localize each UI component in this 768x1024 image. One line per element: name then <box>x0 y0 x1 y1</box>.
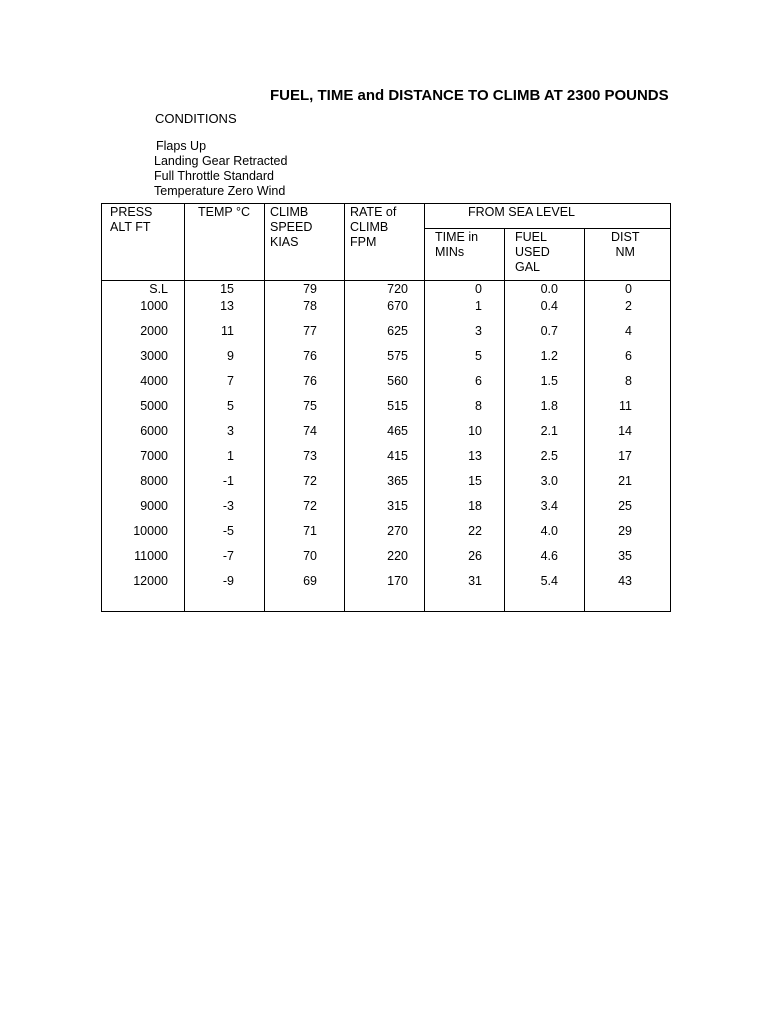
cell-press-alt: 7000 <box>140 449 168 463</box>
cell-temp: 9 <box>227 349 234 363</box>
cell-rate-of-climb: 415 <box>387 449 408 463</box>
header-rate-of-climb: RATE of CLIMB FPM <box>350 205 397 249</box>
header-press-alt: PRESS ALT FT <box>110 205 153 234</box>
cell-time: 8 <box>475 399 482 413</box>
cell-dist: 8 <box>625 374 632 388</box>
table-row <box>102 549 670 567</box>
cell-climb-speed: 72 <box>303 499 317 513</box>
table-row <box>102 474 670 492</box>
cell-rate-of-climb: 515 <box>387 399 408 413</box>
header-climb-speed: CLIMB SPEED KIAS <box>270 205 313 249</box>
cell-dist: 21 <box>618 474 632 488</box>
cell-temp: 3 <box>227 424 234 438</box>
cell-rate-of-climb: 170 <box>387 574 408 588</box>
cell-fuel-used: 0.4 <box>540 299 558 313</box>
climb-table <box>101 203 671 612</box>
cell-fuel-used: 1.2 <box>540 349 558 363</box>
cell-dist: 25 <box>618 499 632 513</box>
cell-temp: -7 <box>222 549 234 563</box>
cell-press-alt: 9000 <box>140 499 168 513</box>
cell-dist: 35 <box>618 549 632 563</box>
cell-rate-of-climb: 315 <box>387 499 408 513</box>
cell-climb-speed: 74 <box>303 424 317 438</box>
table-row <box>102 399 670 417</box>
table-row <box>102 282 670 300</box>
cell-time: 31 <box>468 574 482 588</box>
table-row <box>102 499 670 517</box>
cell-climb-speed: 79 <box>303 282 317 296</box>
cell-rate-of-climb: 670 <box>387 299 408 313</box>
cell-time: 13 <box>468 449 482 463</box>
cell-climb-speed: 71 <box>303 524 317 538</box>
condition-item: Landing Gear Retracted <box>154 154 288 168</box>
cell-fuel-used: 5.4 <box>540 574 558 588</box>
cell-temp: -3 <box>222 499 234 513</box>
cell-dist: 0 <box>625 282 632 296</box>
condition-item: Full Throttle Standard <box>154 169 274 183</box>
cell-dist: 6 <box>625 349 632 363</box>
cell-time: 0 <box>475 282 482 296</box>
cell-climb-speed: 76 <box>303 374 317 388</box>
cell-rate-of-climb: 220 <box>387 549 408 563</box>
cell-climb-speed: 75 <box>303 399 317 413</box>
cell-fuel-used: 1.5 <box>540 374 558 388</box>
cell-press-alt: 3000 <box>140 349 168 363</box>
cell-temp: 5 <box>227 399 234 413</box>
table-row <box>102 574 670 592</box>
cell-rate-of-climb: 560 <box>387 374 408 388</box>
cell-temp: 11 <box>221 324 234 338</box>
row-divider <box>102 280 670 281</box>
cell-climb-speed: 70 <box>303 549 317 563</box>
cell-press-alt: 10000 <box>133 524 168 538</box>
cell-temp: -9 <box>222 574 234 588</box>
page-title: FUEL, TIME and DISTANCE TO CLIMB AT 2300 POUNDS <box>270 87 669 104</box>
cell-time: 10 <box>468 424 482 438</box>
cell-time: 26 <box>468 549 482 563</box>
cell-climb-speed: 76 <box>303 349 317 363</box>
condition-item: Temperature Zero Wind <box>154 184 286 198</box>
cell-climb-speed: 73 <box>303 449 317 463</box>
cell-fuel-used: 2.5 <box>540 449 558 463</box>
cell-rate-of-climb: 365 <box>387 474 408 488</box>
cell-time: 15 <box>468 474 482 488</box>
cell-temp: 1 <box>227 449 234 463</box>
cell-rate-of-climb: 625 <box>387 324 408 338</box>
cell-rate-of-climb: 575 <box>387 349 408 363</box>
cell-temp: -1 <box>222 474 234 488</box>
header-time: TIME in MINs <box>435 230 479 259</box>
cell-time: 3 <box>475 324 482 338</box>
cell-fuel-used: 2.1 <box>540 424 558 438</box>
cell-dist: 14 <box>618 424 632 438</box>
cell-press-alt: 8000 <box>140 474 168 488</box>
cell-fuel-used: 4.0 <box>540 524 558 538</box>
row-divider <box>424 228 670 229</box>
cell-temp: 13 <box>220 299 234 313</box>
cell-rate-of-climb: 720 <box>387 282 408 296</box>
cell-fuel-used: 0.7 <box>540 324 558 338</box>
table-row <box>102 324 670 342</box>
cell-time: 1 <box>475 299 482 313</box>
header-fuel: FUEL USED GAL <box>515 230 550 274</box>
cell-temp: -5 <box>222 524 234 538</box>
cell-fuel-used: 4.6 <box>540 549 558 563</box>
cell-press-alt: 2000 <box>140 324 168 338</box>
cell-fuel-used: 3.0 <box>540 474 558 488</box>
cell-press-alt: 11000 <box>134 549 168 563</box>
cell-climb-speed: 77 <box>303 324 317 338</box>
cell-temp: 15 <box>220 282 234 296</box>
cell-fuel-used: 3.4 <box>540 499 558 513</box>
cell-fuel-used: 0.0 <box>540 282 558 296</box>
cell-temp: 7 <box>227 374 234 388</box>
cell-dist: 29 <box>618 524 632 538</box>
conditions-list <box>154 139 287 199</box>
cell-press-alt: 4000 <box>140 374 168 388</box>
cell-climb-speed: 69 <box>303 574 317 588</box>
table-row <box>102 524 670 542</box>
conditions-heading: CONDITIONS <box>155 111 237 126</box>
cell-press-alt: 5000 <box>140 399 168 413</box>
cell-dist: 43 <box>618 574 632 588</box>
cell-press-alt: 12000 <box>133 574 168 588</box>
cell-fuel-used: 1.8 <box>540 399 558 413</box>
cell-rate-of-climb: 465 <box>387 424 408 438</box>
cell-time: 5 <box>475 349 482 363</box>
cell-dist: 17 <box>618 449 632 463</box>
cell-time: 22 <box>468 524 482 538</box>
cell-climb-speed: 78 <box>303 299 317 313</box>
header-temp: TEMP °C <box>198 205 250 219</box>
table-row <box>102 349 670 367</box>
condition-item: Flaps Up <box>156 139 207 153</box>
cell-dist: 4 <box>625 324 632 338</box>
cell-time: 18 <box>468 499 482 513</box>
cell-press-alt: 6000 <box>140 424 168 438</box>
cell-rate-of-climb: 270 <box>387 524 408 538</box>
cell-press-alt: 1000 <box>140 299 168 313</box>
cell-time: 6 <box>475 374 482 388</box>
table-row <box>102 424 670 442</box>
cell-dist: 2 <box>625 299 632 313</box>
table-row <box>102 449 670 467</box>
table-row <box>102 374 670 392</box>
cell-climb-speed: 72 <box>303 474 317 488</box>
cell-dist: 11 <box>619 399 632 413</box>
header-dist: DIST NM <box>611 230 640 259</box>
header-from-sea-level: FROM SEA LEVEL <box>468 205 575 219</box>
table-row <box>102 299 670 317</box>
cell-press-alt: S.L <box>149 282 168 296</box>
